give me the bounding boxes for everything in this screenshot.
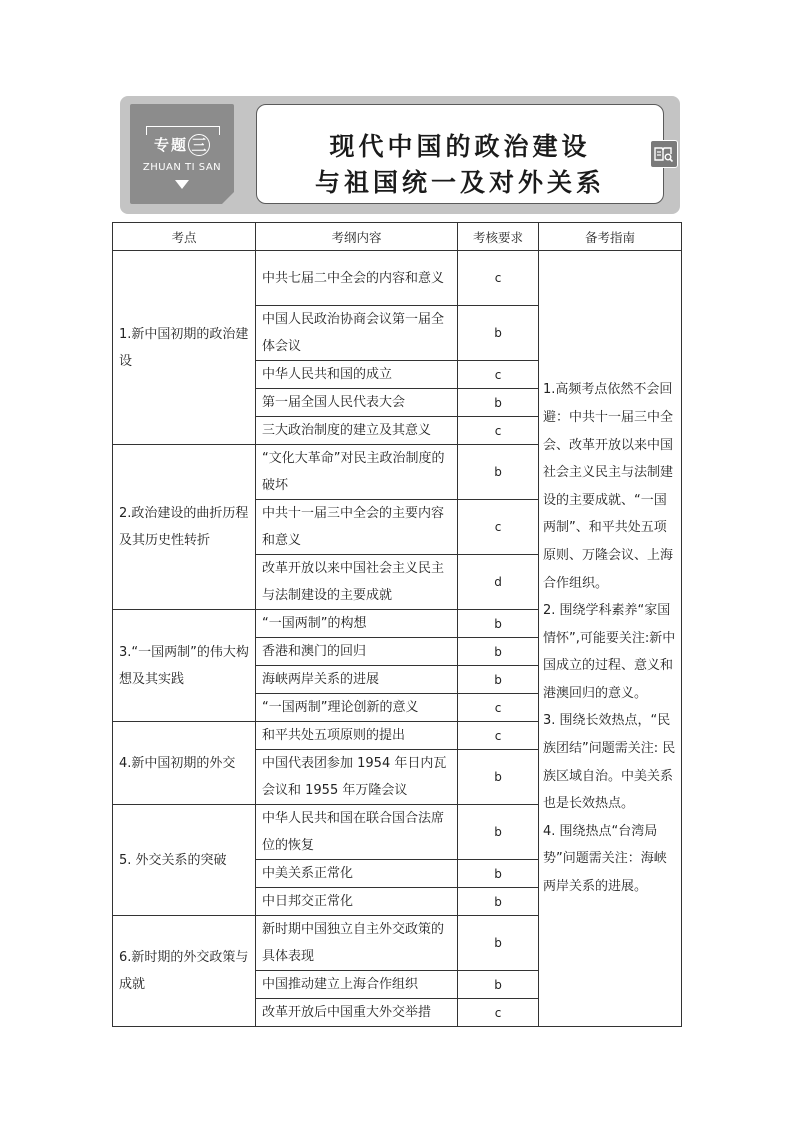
content-cell: 和平共处五项原则的提出 (256, 722, 458, 750)
table-header-row (113, 223, 682, 251)
topic-cell: 4.新中国初期的外交 (113, 722, 256, 805)
title-box (256, 104, 664, 204)
tag-title: 专题 三 (130, 134, 234, 156)
requirement-cell: b (458, 971, 539, 999)
content-cell: “一国两制”理论创新的意义 (256, 694, 458, 722)
requirement-cell: b (458, 916, 539, 971)
triangle-down-icon (175, 180, 189, 189)
guide-point-2: 2. 围绕学科素养“家国情怀”,可能要关注:新中国成立的过程、意义和港澳回归的意义。 (543, 603, 676, 701)
topic-cell: 3.“一国两制”的伟大构想及其实践 (113, 610, 256, 722)
topic-banner (120, 96, 680, 214)
header-topic: 考点 (113, 223, 256, 251)
book-search-icon (650, 140, 678, 168)
guide-point-4: 4. 围绕热点“台湾局势”问题需关注：海峡两岸关系的进展。 (543, 823, 667, 895)
content-cell: 中共十一届三中全会的主要内容和意义 (256, 500, 458, 555)
content-cell: 三大政治制度的建立及其意义 (256, 417, 458, 445)
content-cell: 中国推动建立上海合作组织 (256, 971, 458, 999)
content-cell: 第一届全国人民代表大会 (256, 389, 458, 417)
guide-cell (539, 251, 682, 1027)
content-cell: “文化大革命”对民主政治制度的破坏 (256, 445, 458, 500)
requirement-cell: b (458, 610, 539, 638)
header-content: 考纲内容 (256, 223, 458, 251)
requirement-cell: b (458, 638, 539, 666)
requirement-cell: b (458, 888, 539, 916)
topic-tag (130, 104, 234, 204)
tag-corner-fold (221, 191, 235, 205)
topic-cell: 6.新时期的外交政策与成就 (113, 916, 256, 1027)
guide-point-1: 1.高频考点依然不会回避：中共十一届三中全会、改革开放以来中国社会主义民主与法制建设的主要成就、“一国两制”、和平共处五项原则、万隆会议、上海合作组织。 (543, 382, 674, 591)
content-cell: 中日邦交正常化 (256, 888, 458, 916)
guide-point-3: 3. 围绕长效热点，“民族团结”问题需关注: 民族区域自治。中美关系也是长效热点。 (543, 713, 676, 812)
content-cell: 海峡两岸关系的进展 (256, 666, 458, 694)
content-cell: 中华人民共和国在联合国合法席位的恢复 (256, 805, 458, 860)
content-cell: 中国人民政治协商会议第一届全体会议 (256, 306, 458, 361)
requirement-cell: b (458, 805, 539, 860)
content-cell: 改革开放以来中国社会主义民主与法制建设的主要成就 (256, 555, 458, 610)
requirement-cell: b (458, 445, 539, 500)
requirement-cell: d (458, 555, 539, 610)
content-cell: 香港和澳门的回归 (256, 638, 458, 666)
requirement-cell: c (458, 361, 539, 389)
requirement-cell: c (458, 500, 539, 555)
content-cell: “一国两制”的构想 (256, 610, 458, 638)
page-title-line-1: 现代中国的政治建设 (329, 132, 591, 161)
content-cell: 新时期中国独立自主外交政策的具体表现 (256, 916, 458, 971)
header-requirement: 考核要求 (458, 223, 539, 251)
requirement-cell: b (458, 666, 539, 694)
requirement-cell: b (458, 750, 539, 805)
content-cell: 中国代表团参加 1954 年日内瓦会议和 1955 年万隆会议 (256, 750, 458, 805)
topic-cell: 2.政治建设的曲折历程及其历史性转折 (113, 445, 256, 610)
tag-title-circled: 三 (188, 134, 210, 156)
content-cell: 中共七届二中全会的内容和意义 (256, 251, 458, 306)
topic-cell: 1.新中国初期的政治建设 (113, 251, 256, 445)
page-title-line-2: 与祖国统一及对外关系 (314, 168, 605, 197)
content-cell: 中华人民共和国的成立 (256, 361, 458, 389)
requirement-cell: b (458, 389, 539, 417)
requirement-cell: b (458, 306, 539, 361)
table-row (113, 251, 682, 306)
topic-cell: 5. 外交关系的突破 (113, 805, 256, 916)
tag-subtitle: ZHUAN TI SAN (142, 162, 222, 173)
requirement-cell: c (458, 694, 539, 722)
header-guide: 备考指南 (539, 223, 682, 251)
requirement-cell: c (458, 251, 539, 306)
content-cell: 中美关系正常化 (256, 860, 458, 888)
requirement-cell: c (458, 417, 539, 445)
requirement-cell: c (458, 722, 539, 750)
exam-outline-table (112, 222, 682, 1027)
requirement-cell: b (458, 860, 539, 888)
content-cell: 改革开放后中国重大外交举措 (256, 999, 458, 1027)
requirement-cell: c (458, 999, 539, 1027)
